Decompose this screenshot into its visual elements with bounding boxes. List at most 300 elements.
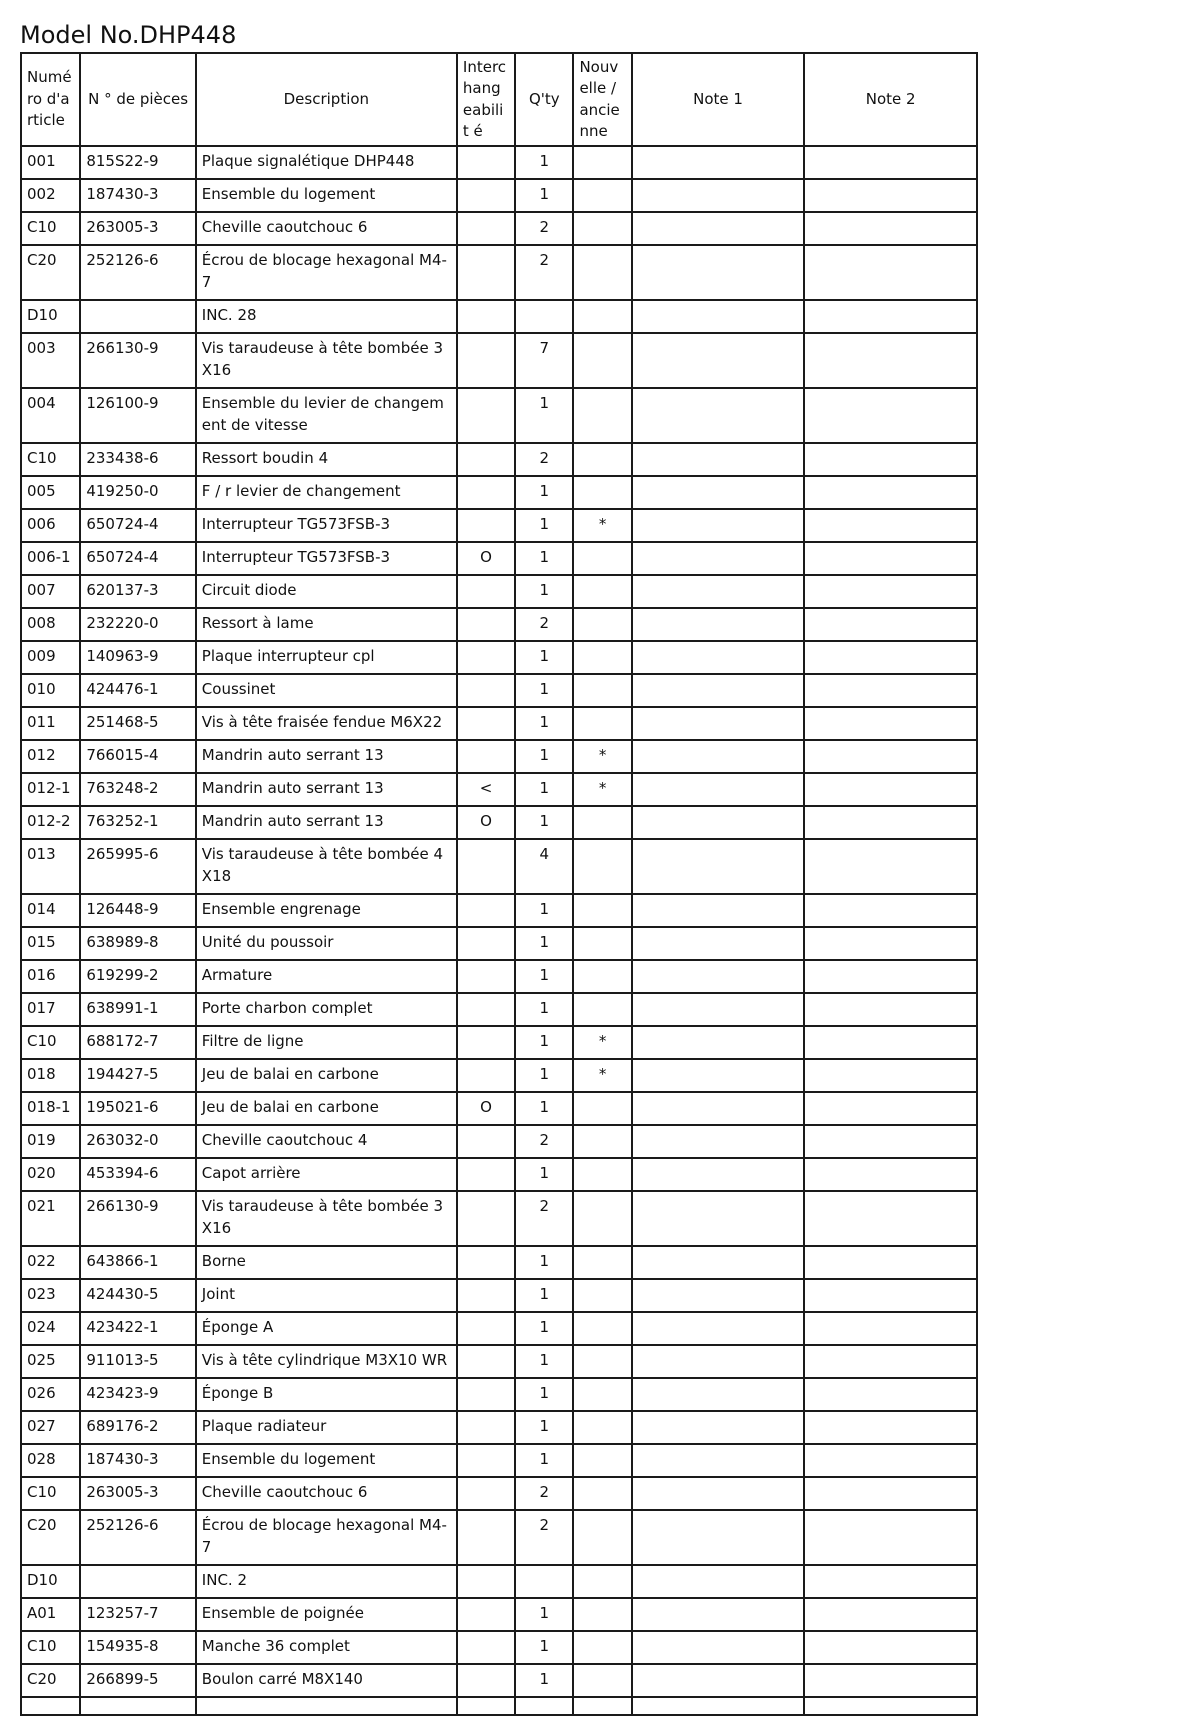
interchangeability-cell	[457, 1312, 515, 1345]
description-cell: Plaque interrupteur cpl	[196, 641, 457, 674]
part-number-cell: 423423-9	[80, 1378, 195, 1411]
table-row	[21, 1158, 977, 1191]
new-old-cell	[573, 1378, 631, 1411]
part-number-cell: 126448-9	[80, 894, 195, 927]
interchangeability-cell	[457, 674, 515, 707]
quantity-cell: 1	[515, 1158, 573, 1191]
note-2-cell	[804, 641, 977, 674]
table-row	[21, 1125, 977, 1158]
note-2-cell	[804, 300, 977, 333]
description-cell: Éponge A	[196, 1312, 457, 1345]
header-new-old: Nouv elle / ancie nne	[573, 53, 631, 146]
new-old-cell	[573, 1510, 631, 1565]
new-old-cell	[573, 1411, 631, 1444]
new-old-cell	[573, 146, 631, 179]
new-old-cell	[573, 894, 631, 927]
note-1-cell	[632, 542, 805, 575]
note-1-cell	[632, 773, 805, 806]
new-old-cell	[573, 707, 631, 740]
interchangeability-cell	[457, 1510, 515, 1565]
new-old-cell	[573, 1312, 631, 1345]
table-row	[21, 476, 977, 509]
quantity-cell: 2	[515, 1510, 573, 1565]
note-1-cell	[632, 179, 805, 212]
part-number-cell: 266899-5	[80, 1664, 195, 1697]
description-cell: Armature	[196, 960, 457, 993]
item-number-cell: 023	[21, 1279, 80, 1312]
table-header-row	[21, 53, 977, 146]
item-number-cell: 019	[21, 1125, 80, 1158]
description-cell: Ensemble de poignée	[196, 1598, 457, 1631]
note-1-cell	[632, 1378, 805, 1411]
new-old-cell	[573, 1631, 631, 1664]
part-number-cell: 252126-6	[80, 1510, 195, 1565]
empty-cell	[632, 1697, 805, 1715]
interchangeability-cell	[457, 388, 515, 443]
item-number-cell: C10	[21, 1026, 80, 1059]
note-2-cell	[804, 839, 977, 894]
item-number-cell: 015	[21, 927, 80, 960]
new-old-cell	[573, 1664, 631, 1697]
table-row	[21, 1059, 977, 1092]
table-row	[21, 333, 977, 388]
note-1-cell	[632, 740, 805, 773]
note-2-cell	[804, 179, 977, 212]
note-2-cell	[804, 146, 977, 179]
part-number-cell: 643866-1	[80, 1246, 195, 1279]
note-1-cell	[632, 894, 805, 927]
table-row	[21, 1477, 977, 1510]
note-2-cell	[804, 1246, 977, 1279]
part-number-cell: 126100-9	[80, 388, 195, 443]
note-1-cell	[632, 575, 805, 608]
interchangeability-cell	[457, 993, 515, 1026]
table-row	[21, 245, 977, 300]
new-old-cell	[573, 179, 631, 212]
note-2-cell	[804, 1510, 977, 1565]
quantity-cell: 1	[515, 674, 573, 707]
quantity-cell: 1	[515, 476, 573, 509]
interchangeability-cell	[457, 146, 515, 179]
note-2-cell	[804, 333, 977, 388]
note-2-cell	[804, 1026, 977, 1059]
part-number-cell: 263032-0	[80, 1125, 195, 1158]
item-number-cell: 020	[21, 1158, 80, 1191]
note-1-cell	[632, 146, 805, 179]
note-1-cell	[632, 388, 805, 443]
new-old-cell: *	[573, 1059, 631, 1092]
quantity-cell: 1	[515, 1378, 573, 1411]
description-cell: Vis taraudeuse à tête bombée 4X18	[196, 839, 457, 894]
quantity-cell: 1	[515, 641, 573, 674]
interchangeability-cell	[457, 1125, 515, 1158]
part-number-cell: 252126-6	[80, 245, 195, 300]
item-number-cell: 001	[21, 146, 80, 179]
note-2-cell	[804, 1158, 977, 1191]
note-1-cell	[632, 333, 805, 388]
quantity-cell: 2	[515, 212, 573, 245]
quantity-cell: 1	[515, 1631, 573, 1664]
header-note-2: Note 2	[804, 53, 977, 146]
description-cell: INC. 2	[196, 1565, 457, 1598]
interchangeability-cell	[457, 179, 515, 212]
interchangeability-cell	[457, 333, 515, 388]
table-row	[21, 1598, 977, 1631]
table-row	[21, 300, 977, 333]
note-1-cell	[632, 1477, 805, 1510]
new-old-cell	[573, 542, 631, 575]
new-old-cell	[573, 674, 631, 707]
description-cell: Borne	[196, 1246, 457, 1279]
table-row	[21, 806, 977, 839]
table-row-cutoff	[21, 1697, 977, 1715]
note-1-cell	[632, 1158, 805, 1191]
part-number-cell: 763252-1	[80, 806, 195, 839]
interchangeability-cell	[457, 894, 515, 927]
description-cell: Ensemble du levier de changement de vitesse	[196, 388, 457, 443]
empty-cell	[573, 1697, 631, 1715]
item-number-cell: 013	[21, 839, 80, 894]
table-row	[21, 509, 977, 542]
description-cell: Ressort à lame	[196, 608, 457, 641]
note-1-cell	[632, 674, 805, 707]
part-number-cell: 251468-5	[80, 707, 195, 740]
new-old-cell	[573, 1598, 631, 1631]
item-number-cell: C20	[21, 245, 80, 300]
note-1-cell	[632, 1191, 805, 1246]
note-1-cell	[632, 608, 805, 641]
part-number-cell: 619299-2	[80, 960, 195, 993]
new-old-cell: *	[573, 740, 631, 773]
interchangeability-cell: O	[457, 806, 515, 839]
note-1-cell	[632, 1059, 805, 1092]
interchangeability-cell	[457, 575, 515, 608]
description-cell: Cheville caoutchouc 4	[196, 1125, 457, 1158]
table-row	[21, 993, 977, 1026]
quantity-cell: 2	[515, 1477, 573, 1510]
quantity-cell: 1	[515, 773, 573, 806]
table-row	[21, 1378, 977, 1411]
interchangeability-cell	[457, 707, 515, 740]
table-row	[21, 542, 977, 575]
description-cell: Plaque radiateur	[196, 1411, 457, 1444]
table-row	[21, 1246, 977, 1279]
empty-cell	[196, 1697, 457, 1715]
interchangeability-cell	[457, 212, 515, 245]
note-2-cell	[804, 1631, 977, 1664]
page-title: Model No.DHP448	[20, 21, 237, 49]
item-number-cell: 004	[21, 388, 80, 443]
quantity-cell	[515, 300, 573, 333]
note-1-cell	[632, 1345, 805, 1378]
new-old-cell	[573, 1246, 631, 1279]
interchangeability-cell	[457, 1246, 515, 1279]
empty-cell	[457, 1697, 515, 1715]
note-2-cell	[804, 608, 977, 641]
new-old-cell	[573, 388, 631, 443]
description-cell: Unité du poussoir	[196, 927, 457, 960]
interchangeability-cell	[457, 1565, 515, 1598]
item-number-cell: 022	[21, 1246, 80, 1279]
new-old-cell	[573, 993, 631, 1026]
description-cell: Vis taraudeuse à tête bombée 3X16	[196, 333, 457, 388]
part-number-cell: 123257-7	[80, 1598, 195, 1631]
note-2-cell	[804, 1664, 977, 1697]
note-1-cell	[632, 707, 805, 740]
quantity-cell: 1	[515, 1059, 573, 1092]
note-2-cell	[804, 894, 977, 927]
interchangeability-cell	[457, 740, 515, 773]
note-2-cell	[804, 388, 977, 443]
quantity-cell: 1	[515, 1345, 573, 1378]
table-row	[21, 960, 977, 993]
note-2-cell	[804, 1598, 977, 1631]
table-row	[21, 575, 977, 608]
new-old-cell	[573, 1565, 631, 1598]
description-cell: Ensemble engrenage	[196, 894, 457, 927]
item-number-cell: 007	[21, 575, 80, 608]
new-old-cell	[573, 839, 631, 894]
table-row	[21, 1092, 977, 1125]
interchangeability-cell	[457, 927, 515, 960]
note-2-cell	[804, 1345, 977, 1378]
description-cell: Plaque signalétique DHP448	[196, 146, 457, 179]
quantity-cell: 1	[515, 707, 573, 740]
part-number-cell	[80, 1565, 195, 1598]
note-1-cell	[632, 1631, 805, 1664]
item-number-cell: C10	[21, 1631, 80, 1664]
quantity-cell: 1	[515, 1312, 573, 1345]
note-1-cell	[632, 245, 805, 300]
item-number-cell: 018	[21, 1059, 80, 1092]
table-row	[21, 179, 977, 212]
note-2-cell	[804, 575, 977, 608]
note-1-cell	[632, 476, 805, 509]
part-number-cell: 911013-5	[80, 1345, 195, 1378]
interchangeability-cell	[457, 1411, 515, 1444]
part-number-cell: 638991-1	[80, 993, 195, 1026]
quantity-cell: 1	[515, 993, 573, 1026]
table-row	[21, 388, 977, 443]
table-body	[21, 146, 977, 1715]
empty-cell	[804, 1697, 977, 1715]
part-number-cell	[80, 300, 195, 333]
note-1-cell	[632, 1598, 805, 1631]
new-old-cell	[573, 1092, 631, 1125]
part-number-cell: 766015-4	[80, 740, 195, 773]
note-2-cell	[804, 1312, 977, 1345]
note-2-cell	[804, 1411, 977, 1444]
table-row	[21, 1279, 977, 1312]
table-row	[21, 1411, 977, 1444]
part-number-cell: 263005-3	[80, 212, 195, 245]
new-old-cell	[573, 476, 631, 509]
description-cell: Cheville caoutchouc 6	[196, 1477, 457, 1510]
empty-cell	[80, 1697, 195, 1715]
interchangeability-cell	[457, 1477, 515, 1510]
description-cell: Filtre de ligne	[196, 1026, 457, 1059]
interchangeability-cell: <	[457, 773, 515, 806]
item-number-cell: 026	[21, 1378, 80, 1411]
new-old-cell	[573, 212, 631, 245]
quantity-cell: 1	[515, 1411, 573, 1444]
interchangeability-cell	[457, 839, 515, 894]
note-2-cell	[804, 245, 977, 300]
table-row	[21, 773, 977, 806]
note-1-cell	[632, 1125, 805, 1158]
new-old-cell	[573, 1477, 631, 1510]
quantity-cell: 4	[515, 839, 573, 894]
interchangeability-cell	[457, 1598, 515, 1631]
note-1-cell	[632, 509, 805, 542]
item-number-cell: 006	[21, 509, 80, 542]
note-2-cell	[804, 960, 977, 993]
quantity-cell: 1	[515, 179, 573, 212]
note-1-cell	[632, 1510, 805, 1565]
note-2-cell	[804, 1059, 977, 1092]
quantity-cell: 2	[515, 245, 573, 300]
note-2-cell	[804, 1279, 977, 1312]
item-number-cell: 010	[21, 674, 80, 707]
part-number-cell: 187430-3	[80, 179, 195, 212]
interchangeability-cell	[457, 1158, 515, 1191]
quantity-cell: 1	[515, 575, 573, 608]
note-1-cell	[632, 212, 805, 245]
item-number-cell: 012-1	[21, 773, 80, 806]
description-cell: Mandrin auto serrant 13	[196, 773, 457, 806]
part-number-cell: 187430-3	[80, 1444, 195, 1477]
interchangeability-cell	[457, 1444, 515, 1477]
table-row	[21, 1312, 977, 1345]
interchangeability-cell	[457, 1631, 515, 1664]
note-2-cell	[804, 927, 977, 960]
quantity-cell: 1	[515, 1026, 573, 1059]
description-cell: Vis à tête cylindrique M3X10 WR	[196, 1345, 457, 1378]
item-number-cell: 014	[21, 894, 80, 927]
item-number-cell: 018-1	[21, 1092, 80, 1125]
new-old-cell	[573, 1191, 631, 1246]
new-old-cell	[573, 575, 631, 608]
new-old-cell: *	[573, 1026, 631, 1059]
table-row	[21, 641, 977, 674]
table-row	[21, 674, 977, 707]
item-number-cell: 024	[21, 1312, 80, 1345]
note-2-cell	[804, 993, 977, 1026]
quantity-cell: 1	[515, 960, 573, 993]
item-number-cell: C20	[21, 1510, 80, 1565]
part-number-cell: 265995-6	[80, 839, 195, 894]
description-cell: Interrupteur TG573FSB-3	[196, 509, 457, 542]
note-1-cell	[632, 1246, 805, 1279]
header-description: Description	[196, 53, 457, 146]
part-number-cell: 638989-8	[80, 927, 195, 960]
quantity-cell: 1	[515, 542, 573, 575]
note-2-cell	[804, 740, 977, 773]
empty-cell	[515, 1697, 573, 1715]
table-row	[21, 212, 977, 245]
header-item-number: Numé ro d'a rticle	[21, 53, 80, 146]
quantity-cell: 2	[515, 1191, 573, 1246]
table-row	[21, 1565, 977, 1598]
part-number-cell: 763248-2	[80, 773, 195, 806]
note-2-cell	[804, 674, 977, 707]
new-old-cell	[573, 806, 631, 839]
note-1-cell	[632, 1664, 805, 1697]
note-1-cell	[632, 1565, 805, 1598]
interchangeability-cell	[457, 641, 515, 674]
quantity-cell: 1	[515, 1279, 573, 1312]
note-2-cell	[804, 1378, 977, 1411]
quantity-cell: 1	[515, 509, 573, 542]
note-2-cell	[804, 212, 977, 245]
quantity-cell: 2	[515, 443, 573, 476]
table-row	[21, 894, 977, 927]
interchangeability-cell	[457, 476, 515, 509]
description-cell: Jeu de balai en carbone	[196, 1059, 457, 1092]
table-row	[21, 927, 977, 960]
item-number-cell: D10	[21, 1565, 80, 1598]
item-number-cell: A01	[21, 1598, 80, 1631]
description-cell: Circuit diode	[196, 575, 457, 608]
table-row	[21, 1664, 977, 1697]
note-2-cell	[804, 1125, 977, 1158]
part-number-cell: 650724-4	[80, 509, 195, 542]
new-old-cell	[573, 927, 631, 960]
note-1-cell	[632, 641, 805, 674]
item-number-cell: C20	[21, 1664, 80, 1697]
part-number-cell: 815S22-9	[80, 146, 195, 179]
part-number-cell: 266130-9	[80, 1191, 195, 1246]
header-quantity: Q'ty	[515, 53, 573, 146]
header-interchangeability: Interc hang eabilit é	[457, 53, 515, 146]
note-1-cell	[632, 1279, 805, 1312]
header-part-number: N ° de pièces	[80, 53, 195, 146]
new-old-cell	[573, 1125, 631, 1158]
description-cell: Coussinet	[196, 674, 457, 707]
interchangeability-cell	[457, 300, 515, 333]
item-number-cell: 003	[21, 333, 80, 388]
item-number-cell: 027	[21, 1411, 80, 1444]
table-row	[21, 1444, 977, 1477]
part-number-cell: 154935-8	[80, 1631, 195, 1664]
table-row	[21, 1026, 977, 1059]
table-row	[21, 839, 977, 894]
description-cell: Vis taraudeuse à tête bombée 3X16	[196, 1191, 457, 1246]
item-number-cell: 008	[21, 608, 80, 641]
new-old-cell	[573, 1444, 631, 1477]
item-number-cell: 012	[21, 740, 80, 773]
item-number-cell: C10	[21, 212, 80, 245]
part-number-cell: 688172-7	[80, 1026, 195, 1059]
table-row	[21, 1191, 977, 1246]
description-cell: Capot arrière	[196, 1158, 457, 1191]
note-2-cell	[804, 1565, 977, 1598]
note-1-cell	[632, 839, 805, 894]
item-number-cell: 011	[21, 707, 80, 740]
part-number-cell: 424476-1	[80, 674, 195, 707]
note-1-cell	[632, 1411, 805, 1444]
description-cell: Joint	[196, 1279, 457, 1312]
quantity-cell: 1	[515, 388, 573, 443]
table-row	[21, 1345, 977, 1378]
quantity-cell: 1	[515, 1092, 573, 1125]
interchangeability-cell	[457, 1026, 515, 1059]
interchangeability-cell: O	[457, 542, 515, 575]
interchangeability-cell	[457, 1279, 515, 1312]
table-row	[21, 608, 977, 641]
item-number-cell: 002	[21, 179, 80, 212]
part-number-cell: 453394-6	[80, 1158, 195, 1191]
